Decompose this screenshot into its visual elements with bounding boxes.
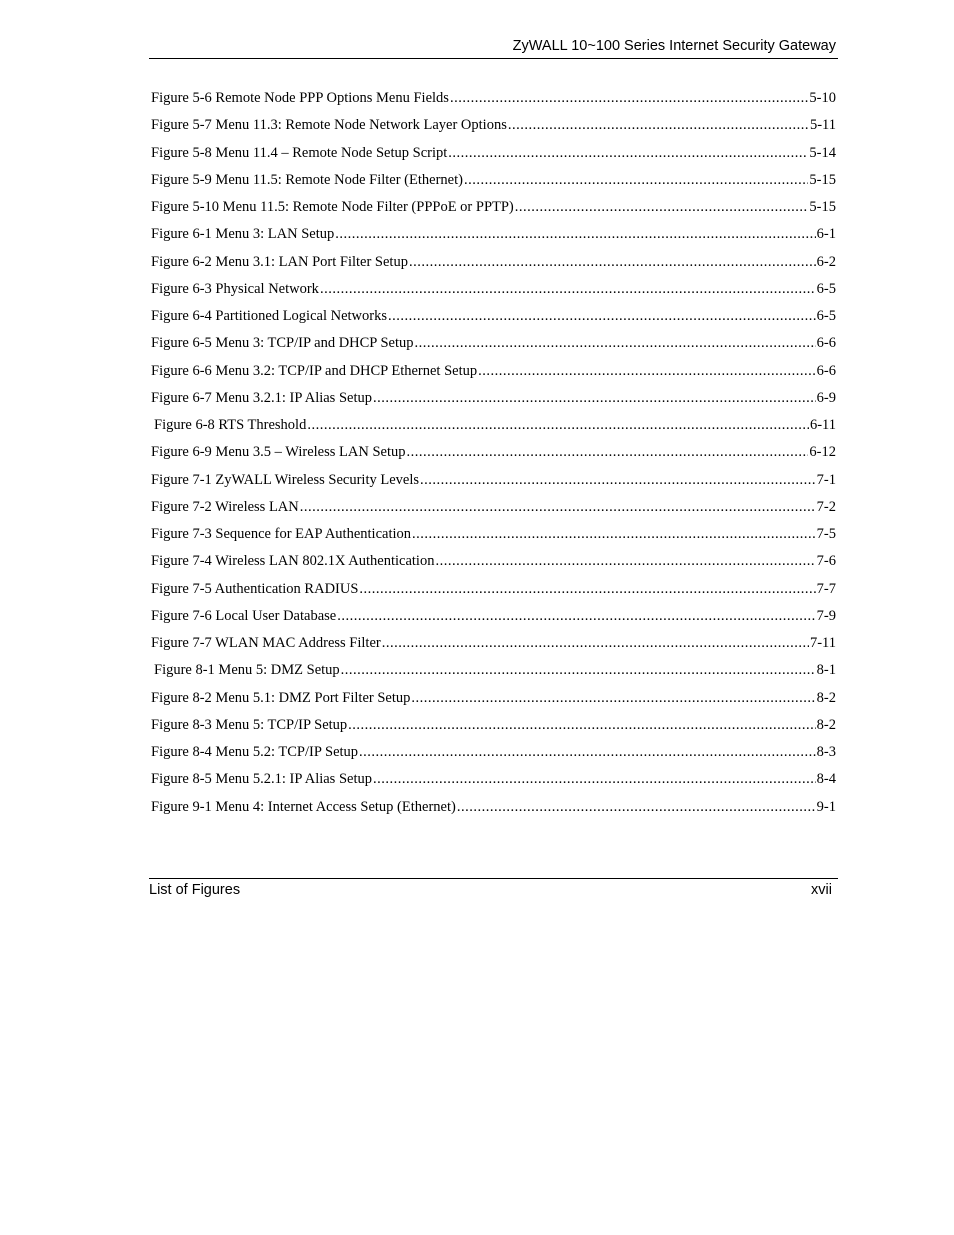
dot-leader — [337, 604, 815, 628]
toc-entry-label: Figure 6-1 Menu 3: LAN Setup — [151, 226, 335, 243]
toc-entry[interactable] — [151, 304, 836, 331]
list-of-figures — [151, 86, 836, 822]
toc-entry-page: 5-14 — [809, 144, 836, 161]
toc-entry-page: 7-6 — [816, 553, 836, 570]
running-footer — [149, 878, 838, 900]
dot-leader — [406, 440, 808, 464]
toc-entry-label: Figure 5-6 Remote Node PPP Options Menu Fields — [151, 90, 449, 106]
toc-entry-label: Figure 5-10 Menu 11.5: Remote Node Filter (PPPoE or PPTP) — [151, 199, 514, 215]
dot-leader — [411, 686, 815, 710]
toc-entry[interactable] — [151, 631, 836, 658]
toc-entry-label: Figure 5-9 Menu 11.5: Remote Node Filter (Ethernet) — [151, 171, 463, 188]
toc-entry-page: 8-3 — [816, 744, 836, 760]
toc-entry[interactable] — [151, 468, 836, 495]
running-header — [149, 36, 838, 59]
dot-leader — [307, 413, 809, 437]
toc-entry-page: 7-1 — [816, 471, 836, 488]
toc-entry-label: Figure 5-8 Menu 11.4 – Remote Node Setup Script — [151, 144, 448, 161]
toc-entry[interactable] — [151, 604, 836, 631]
toc-entry-label: Figure 5-7 Menu 11.3: Remote Node Network Layer Options — [151, 117, 507, 134]
toc-entry-label: Figure 7-7 WLAN MAC Address Filter — [151, 635, 381, 651]
toc-entry[interactable] — [151, 250, 836, 277]
toc-entry-page: 6-5 — [816, 280, 836, 297]
toc-entry[interactable] — [151, 386, 836, 413]
toc-entry-label: Figure 7-3 Sequence for EAP Authentication — [151, 526, 412, 542]
toc-entry-page: 6-11 — [809, 417, 836, 433]
toc-entry-label: Figure 7-2 Wireless LAN — [151, 498, 299, 515]
toc-entry-page: 8-2 — [816, 716, 836, 733]
toc-entry-page: 7-7 — [816, 580, 836, 597]
toc-entry[interactable] — [151, 549, 836, 576]
dot-leader — [457, 795, 816, 819]
toc-entry-label: Figure 7-5 Authentication RADIUS — [151, 580, 359, 597]
dot-leader — [435, 549, 815, 573]
toc-entry[interactable] — [151, 440, 836, 467]
toc-entry-page: 6-5 — [816, 308, 836, 324]
toc-entry-page: 5-15 — [809, 199, 836, 215]
toc-entry[interactable] — [151, 168, 836, 195]
dot-leader — [373, 386, 816, 410]
toc-entry-page: 7-11 — [809, 635, 836, 651]
toc-entry-label: Figure 9-1 Menu 4: Internet Access Setup (Ethernet) — [151, 798, 456, 815]
toc-entry-label: Figure 6-2 Menu 3.1: LAN Port Filter Setup — [151, 253, 408, 270]
dot-leader — [359, 740, 816, 764]
toc-entry-page: 7-2 — [816, 498, 836, 515]
toc-entry[interactable] — [151, 86, 836, 113]
page-number: xvii — [811, 882, 832, 898]
toc-entry-label: Figure 8-5 Menu 5.2.1: IP Alias Setup — [151, 771, 372, 788]
toc-entry-page: 6-6 — [816, 362, 836, 379]
dot-leader — [415, 331, 816, 355]
dot-leader — [373, 767, 816, 791]
toc-entry[interactable] — [151, 277, 836, 304]
dot-leader — [448, 141, 808, 165]
dot-leader — [508, 113, 809, 137]
dot-leader — [515, 195, 809, 219]
dot-leader — [382, 631, 809, 655]
toc-entry[interactable] — [151, 141, 836, 168]
toc-entry-page: 6-9 — [816, 389, 836, 406]
toc-entry-label: Figure 8-1 Menu 5: DMZ Setup — [154, 662, 340, 679]
toc-entry-label: Figure 8-2 Menu 5.1: DMZ Port Filter Setup — [151, 689, 411, 706]
dot-leader — [300, 495, 816, 519]
toc-entry-page: 6-1 — [816, 226, 836, 243]
dot-leader — [450, 86, 808, 110]
toc-entry-label: Figure 6-3 Physical Network — [151, 280, 319, 297]
toc-entry-label: Figure 8-4 Menu 5.2: TCP/IP Setup — [151, 744, 359, 760]
toc-entry-label: Figure 6-5 Menu 3: TCP/IP and DHCP Setup — [151, 335, 414, 352]
toc-entry-page: 5-10 — [809, 90, 836, 106]
dot-leader — [341, 658, 816, 682]
toc-entry[interactable] — [151, 522, 836, 549]
toc-entry-page: 7-5 — [816, 526, 836, 542]
toc-entry-label: Figure 6-4 Partitioned Logical Networks — [151, 308, 387, 324]
toc-entry[interactable] — [151, 795, 836, 822]
toc-entry[interactable] — [151, 331, 836, 358]
dot-leader — [478, 359, 816, 383]
toc-entry-page: 9-1 — [816, 798, 836, 815]
dot-leader — [359, 577, 815, 601]
header-title: ZyWALL 10~100 Series Internet Security Gateway — [512, 38, 836, 54]
toc-entry-page: 6-12 — [809, 444, 836, 461]
toc-entry[interactable] — [151, 713, 836, 740]
toc-entry[interactable] — [151, 740, 836, 767]
dot-leader — [420, 468, 816, 492]
dot-leader — [388, 304, 816, 328]
toc-entry[interactable] — [151, 495, 836, 522]
toc-entry-page: 6-6 — [816, 335, 836, 352]
toc-entry-page: 8-1 — [816, 662, 836, 679]
toc-entry-label: Figure 7-4 Wireless LAN 802.1X Authentication — [151, 553, 435, 570]
dot-leader — [335, 222, 815, 246]
toc-entry-label: Figure 7-6 Local User Database — [151, 607, 337, 624]
toc-entry-label: Figure 6-9 Menu 3.5 – Wireless LAN Setup — [151, 444, 406, 461]
toc-entry-page: 8-4 — [816, 771, 836, 788]
dot-leader — [348, 713, 815, 737]
toc-entry-page: 8-2 — [816, 689, 836, 706]
toc-entry[interactable] — [151, 767, 836, 794]
toc-entry-page: 5-11 — [809, 117, 836, 134]
toc-entry-label: Figure 6-6 Menu 3.2: TCP/IP and DHCP Ethernet Setup — [151, 362, 478, 379]
dot-leader — [320, 277, 816, 301]
toc-entry[interactable] — [151, 658, 836, 685]
toc-entry[interactable] — [151, 686, 836, 713]
footer-section: List of Figures — [149, 882, 241, 898]
toc-entry-label: Figure 6-8 RTS Threshold — [154, 417, 307, 433]
toc-entry-page: 6-2 — [816, 253, 836, 270]
toc-entry[interactable] — [151, 113, 836, 140]
toc-entry-label: Figure 7-1 ZyWALL Wireless Security Levels — [151, 471, 420, 488]
toc-entry[interactable] — [151, 577, 836, 604]
dot-leader — [464, 168, 808, 192]
dot-leader — [412, 522, 816, 546]
toc-entry[interactable] — [151, 413, 836, 440]
toc-entry[interactable] — [151, 359, 836, 386]
toc-entry-label: Figure 6-7 Menu 3.2.1: IP Alias Setup — [151, 389, 372, 406]
toc-entry-page: 7-9 — [816, 607, 836, 624]
toc-entry-page: 5-15 — [809, 171, 836, 188]
toc-entry[interactable] — [151, 222, 836, 249]
dot-leader — [409, 250, 816, 274]
toc-entry[interactable] — [151, 195, 836, 222]
toc-entry-label: Figure 8-3 Menu 5: TCP/IP Setup — [151, 716, 348, 733]
